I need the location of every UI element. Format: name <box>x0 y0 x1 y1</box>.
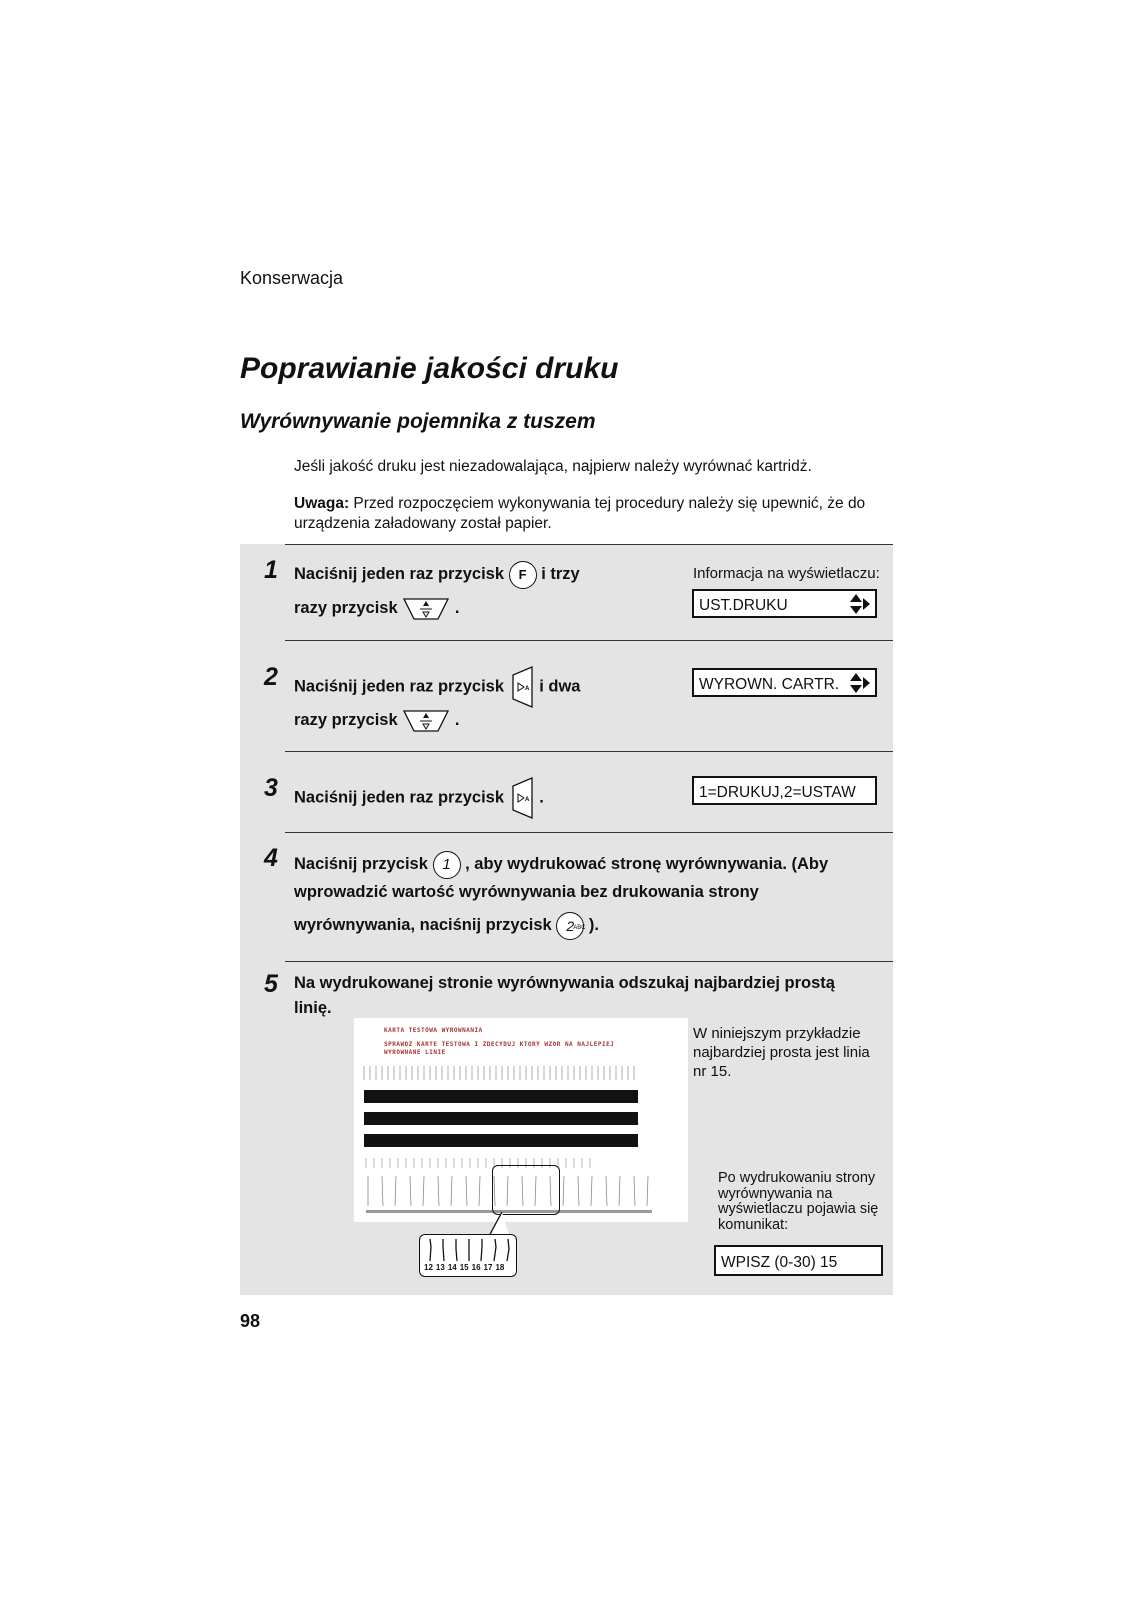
zoomed-lines-icon <box>420 1237 516 1263</box>
section-subtitle: Wyrównywanie pojemnika z tuszem <box>240 410 596 433</box>
step-number: 4 <box>264 844 278 872</box>
step-1-line-2 <box>294 592 459 625</box>
svg-text:A: A <box>524 797 529 803</box>
step-5-line-1: Na wydrukowanej stronie wyrównywania odszukaj najbardziej prostą <box>294 974 835 992</box>
printout-line: WYROWNANE LINIE <box>384 1049 446 1056</box>
step-text: Naciśnij jeden raz przycisk <box>294 788 505 807</box>
step-1-line-1 <box>294 558 580 591</box>
step-text: razy przycisk <box>294 711 398 729</box>
lcd-text: 1=DRUKUJ,2=USTAW <box>699 784 856 801</box>
right-arrow-key-icon <box>509 665 535 709</box>
key-2-digit: 2 <box>566 917 575 934</box>
down-up-arrow-key-icon <box>402 596 450 622</box>
key-2-sub: ABC <box>573 924 586 931</box>
step-text: Naciśnij przycisk <box>294 855 428 873</box>
step-divider <box>285 544 893 545</box>
zoom-labels <box>424 1263 504 1272</box>
step-divider <box>285 640 893 641</box>
step-number: 1 <box>264 556 278 584</box>
lcd-display <box>692 668 877 697</box>
step-text: i trzy <box>541 565 580 583</box>
step-text: . <box>454 711 460 729</box>
section-header: Konserwacja <box>240 268 344 288</box>
zoom-label: 16 <box>471 1263 481 1272</box>
step-4-line-2: wprowadzić wartość wyrównywania bez drukowania strony <box>294 883 759 901</box>
step-text: . <box>454 599 460 617</box>
step-3-line-1 <box>294 776 544 820</box>
tick-row-graphic <box>362 1066 642 1082</box>
step-text: Naciśnij jeden raz przycisk <box>294 565 505 583</box>
zoom-label: 12 <box>424 1263 433 1272</box>
note-paragraph <box>294 494 894 534</box>
step-divider <box>285 832 893 833</box>
function-button-icon: F <box>509 561 537 589</box>
step-number: 5 <box>264 970 278 998</box>
step-5-line-2: linię. <box>294 999 332 1017</box>
step-text: razy przycisk <box>294 599 398 617</box>
step-divider <box>285 961 893 962</box>
after-print-caption: Po wydrukowaniu strony wyrównywania na wyświetlaczu pojawia się komunikat: <box>718 1170 879 1233</box>
zoom-label: 17 <box>483 1263 493 1272</box>
lcd-text: WYROWN. CARTR. <box>699 676 840 693</box>
zoom-label: 13 <box>435 1263 445 1272</box>
black-test-bar <box>364 1112 638 1125</box>
step-text: . <box>539 788 544 807</box>
printout-line: KARTA TESTOWA WYROWNANIA <box>384 1027 483 1034</box>
step-text: wyrównywania, naciśnij przycisk <box>294 916 552 934</box>
updown-right-arrows-icon <box>849 593 871 615</box>
lcd-display <box>692 776 877 805</box>
zoom-label: 18 <box>495 1263 505 1272</box>
example-caption: W niniejszym przykładzie najbardziej prosta jest linia nr 15. <box>693 1025 870 1080</box>
step-number: 2 <box>264 663 278 691</box>
step-4-line-3 <box>294 909 599 942</box>
step-2-line-1 <box>294 665 580 709</box>
right-arrow-key-icon <box>509 776 535 820</box>
step-divider <box>285 751 893 752</box>
black-test-bar <box>364 1090 638 1103</box>
alignment-printout-image <box>354 1018 688 1222</box>
step-number: 3 <box>264 774 278 802</box>
black-test-bar <box>364 1134 638 1147</box>
lcd-display <box>714 1245 883 1276</box>
note-text: Przed rozpoczęciem wykonywania tej procedury należy się upewnić, że do urządzenia załadowany został papier. <box>294 495 866 532</box>
zoom-label: 14 <box>447 1263 457 1272</box>
step-text: i dwa <box>539 677 581 696</box>
page-title: Poprawianie jakości druku <box>240 352 619 385</box>
lcd-text: UST.DRUKU <box>699 597 788 614</box>
step-2-line-2 <box>294 704 459 737</box>
display-heading: Informacja na wyświetlaczu: <box>693 565 880 582</box>
key-2-icon <box>556 912 584 940</box>
zoom-highlight-box <box>492 1165 560 1215</box>
updown-right-arrows-icon <box>849 672 871 694</box>
lcd-text: WPISZ (0-30) 15 <box>721 1254 838 1271</box>
down-up-arrow-key-icon <box>402 708 450 734</box>
svg-text:A: A <box>524 686 529 692</box>
lcd-display <box>692 589 877 618</box>
step-text: Naciśnij jeden raz przycisk <box>294 677 505 696</box>
key-1-icon: 1 <box>433 851 461 879</box>
step-text: , aby wydrukować stronę wyrównywania. (Aby <box>465 855 829 873</box>
step-text: ). <box>588 916 599 934</box>
page-number: 98 <box>240 1311 261 1331</box>
intro-text: Jeśli jakość druku jest niezadowalająca, najpierw należy wyrównać kartridż. <box>294 458 812 475</box>
zoomed-lines-callout <box>419 1234 517 1277</box>
note-label: Uwaga: <box>294 495 350 512</box>
printout-line: SPRAWDZ KARTE TESTOWA I ZDECYDUJ KTORY WZOR NA NAJLEPIEJ <box>384 1041 615 1048</box>
zoom-label: 15 <box>459 1263 469 1272</box>
